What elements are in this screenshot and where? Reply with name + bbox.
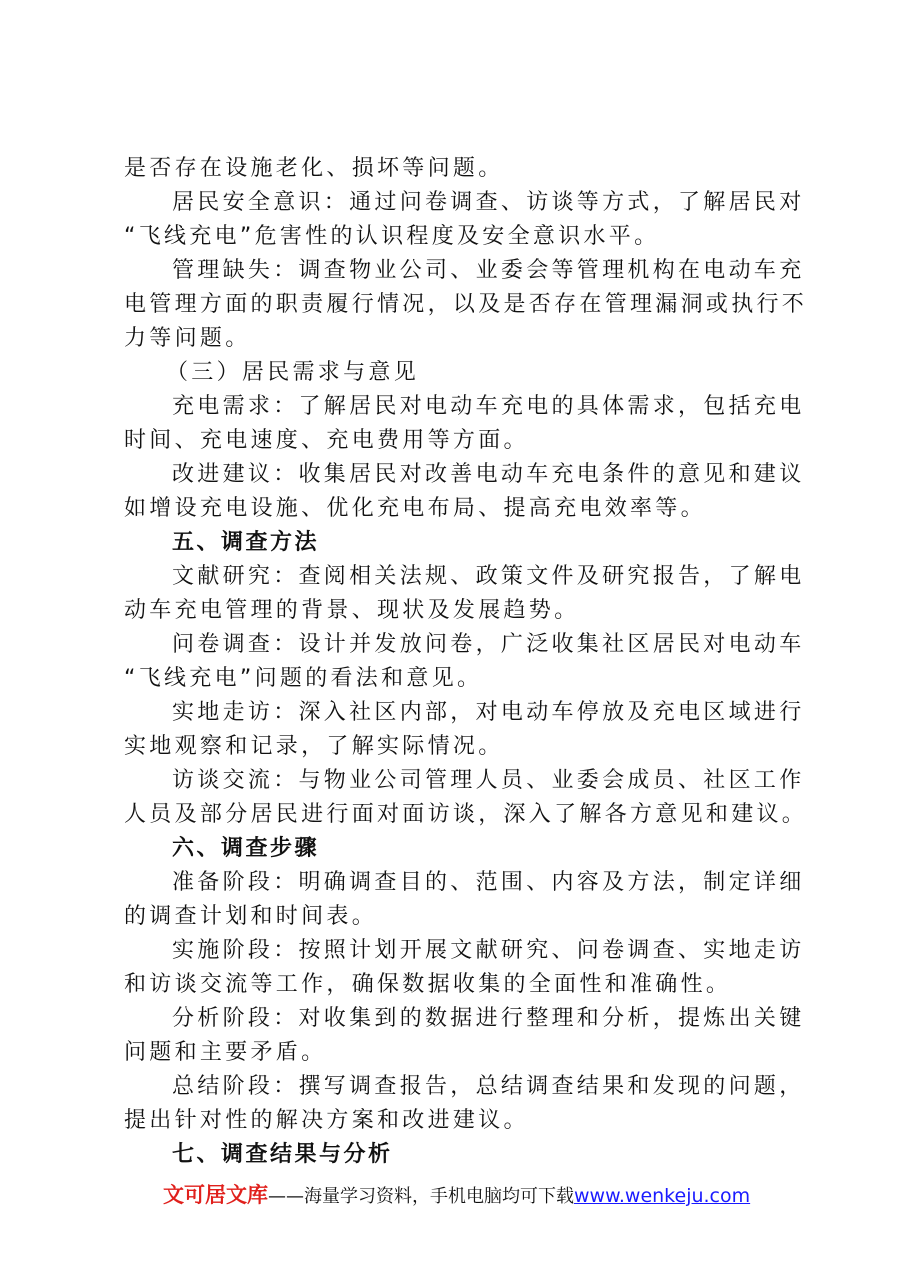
text-line: 实地观察和记录，了解实际情况。 xyxy=(124,734,504,759)
text-line: 人员及部分居民进行面对面访谈，深入了解各方意见和建议。 xyxy=(124,802,808,827)
text-line: 总结阶段：撰写调查报告，总结调查结果和发现的问题， xyxy=(172,1074,805,1099)
text-line: 力等问题。 xyxy=(124,326,251,351)
text-line: 动车充电管理的背景、现状及发展趋势。 xyxy=(124,598,580,623)
subsection-heading: （三）居民需求与意见 xyxy=(166,360,420,385)
text-line: “飞线充电”问题的看法和意见。 xyxy=(124,666,483,691)
footer-dash: —— xyxy=(268,1186,304,1207)
text-line: 和访谈交流等工作，确保数据收集的全面性和准确性。 xyxy=(124,972,732,997)
section-heading: 五、调查方法 xyxy=(172,530,320,555)
text-line: 问题和主要矛盾。 xyxy=(124,1040,327,1065)
text-line: 访谈交流：与物业公司管理人员、业委会成员、社区工作 xyxy=(172,768,805,793)
text-line: 居民安全意识：通过问卷调查、访谈等方式，了解居民对 xyxy=(172,190,805,215)
footer-tagline: 海量学习资料，手机电脑均可下载 xyxy=(304,1186,574,1207)
text-line: 时间、充电速度、充电费用等方面。 xyxy=(124,428,529,453)
text-line: 管理缺失：调查物业公司、业委会等管理机构在电动车充 xyxy=(172,258,805,283)
text-line: 的调查计划和时间表。 xyxy=(124,904,378,929)
brand-name: 文可居文库 xyxy=(163,1183,268,1207)
text-line: 分析阶段：对收集到的数据进行整理和分析，提炼出关键 xyxy=(172,1006,805,1031)
footer xyxy=(163,1182,750,1210)
text-line: 如增设充电设施、优化充电布局、提高充电效率等。 xyxy=(124,496,706,521)
section-heading: 六、调查步骤 xyxy=(172,836,320,861)
text-line: 电管理方面的职责履行情况，以及是否存在管理漏洞或执行不 xyxy=(124,292,808,317)
text-line: 问卷调查：设计并发放问卷，广泛收集社区居民对电动车 xyxy=(172,632,805,657)
website-link[interactable]: www.wenkeju.com xyxy=(574,1185,751,1207)
text-line: “飞线充电”危害性的认识程度及安全意识水平。 xyxy=(124,224,660,249)
text-line: 文献研究：查阅相关法规、政策文件及研究报告，了解电 xyxy=(172,564,805,589)
text-line: 准备阶段：明确调查目的、范围、内容及方法，制定详细 xyxy=(172,870,805,895)
text-line: 提出针对性的解决方案和改进建议。 xyxy=(124,1108,529,1133)
section-heading: 七、调查结果与分析 xyxy=(172,1142,393,1167)
text-line: 改进建议：收集居民对改善电动车充电条件的意见和建议 xyxy=(172,462,805,487)
text-line: 是否存在设施老化、损坏等问题。 xyxy=(124,156,504,181)
text-line: 充电需求：了解居民对电动车充电的具体需求，包括充电 xyxy=(172,394,805,419)
text-line: 实施阶段：按照计划开展文献研究、问卷调查、实地走访 xyxy=(172,938,805,963)
text-line: 实地走访：深入社区内部，对电动车停放及充电区域进行 xyxy=(172,700,805,725)
